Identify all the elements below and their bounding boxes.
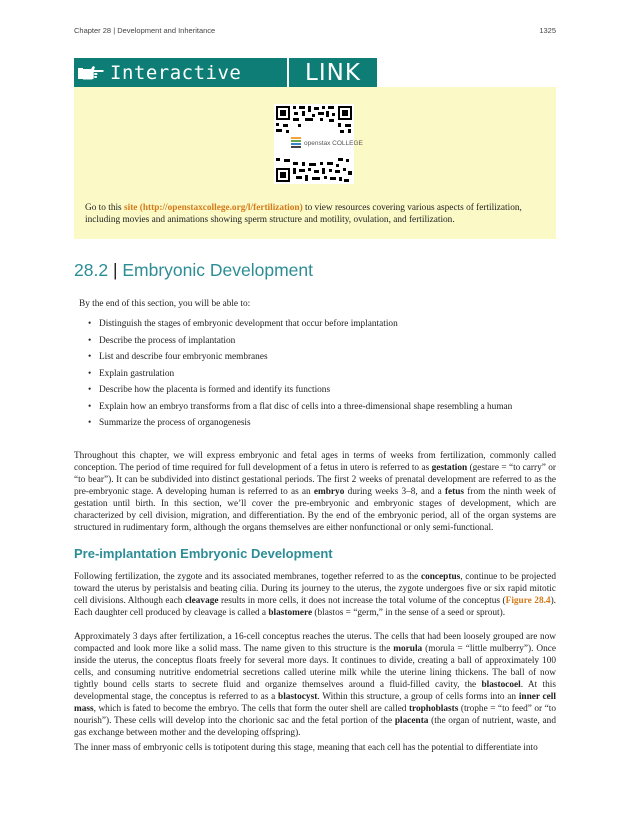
page-number: 1325 bbox=[539, 26, 556, 35]
body-paragraph-morula: Approximately 3 days after fertilization, a 16-cell conceptus reaches the uterus. The cells that had been loosely grouped are now compacted and look more like a solid mass. The name given to this structure is the morula (morula = “little mulberry”). Once inside the uterus, the conceptus floats freely for several more days. It continues to divide, creating a ball of approximately 100 cells, and consuming nutritive endometrial secretions called uterine milk while the uterine lining thickens. The ball of now tightly bound cells starts to secrete fluid and organize themselves around a fluid-filled cavity, the blastocoel. At this developmental stage, the conceptus is referred to as a blastocyst. Within this structure, a group of cells forms into an inner cell mass, which is fated to become the embryo. The cells that form the outer shell are called trophoblasts (trophe = “to feed” or “to nourish”). These cells will develop into the chorionic sac and the fetal portion of the placenta (the organ of nutrient, waste, and gas exchange between mother and the developing offspring). bbox=[74, 632, 556, 738]
list-item: • Describe the process of implantation bbox=[88, 335, 236, 346]
body-paragraph-conceptus: Following fertilization, the zygote and its associated membranes, together referred to as the conceptus, continue to be projected toward the uterus by peristalsis and beating cilia. During its journey to the uterus, the zygote undergoes five or six rapid mitotic cell divisions. Although each cleavage results in more cells, it does not increase the total volume of the conceptus (Figure 28.4). Each daughter cell produced by cleavage is called a blastomere (blastos = “germ,” in the sense of a seed or sprout). bbox=[74, 572, 556, 618]
running-header-chapter: Chapter 28 | Development and Inheritance bbox=[74, 26, 216, 35]
interactive-word: Interactive bbox=[110, 61, 242, 84]
interactive-link-label bbox=[74, 58, 287, 87]
interactive-link-text: Go to this site (http://openstaxcollege.org/l/fertilization) to view resources covering various aspects of fertilization, including movies and animations showing sperm structure and motility, ovulation, and fertilization. bbox=[85, 203, 522, 225]
section-number: 28.2 bbox=[74, 260, 109, 280]
objectives-intro: By the end of this section, you will be able to: bbox=[79, 299, 251, 309]
section-name: Embryonic Development bbox=[122, 260, 313, 280]
subsection-heading: Pre-implantation Embryonic Development bbox=[74, 546, 333, 561]
body-paragraph-gestation: Throughout this chapter, we will express embryonic and fetal ages in terms of weeks from fertilization, commonly called conception. The period of time required for full development of a fetus in utero is referred to as gestation (gestare = “to carry” or “to bear”). It can be subdivided into distinct gestational periods. The first 2 weeks of prenatal development are referred to as the pre-embryonic stage. A developing human is referred to as an embryo during weeks 3–8, and a fetus from the ninth week of gestation until birth. In this section, we’ll cover the pre-embryonic and embryonic stages of development, which are characterized by cell division, migration, and differentiation. By the end of the embryonic period, all of the organ systems are structured in rudimentary form, although the organs themselves are either nonfunctional or only semi-functional. bbox=[74, 451, 557, 533]
fertilization-site-link[interactable]: site (http://openstaxcollege.org/l/fertilization) bbox=[124, 203, 303, 213]
list-item: • Describe how the placenta is formed and identify its functions bbox=[88, 385, 331, 395]
section-title bbox=[74, 260, 313, 281]
objectives-list bbox=[88, 318, 512, 434]
list-item: • Distinguish the stages of embryonic development that occur before implantation bbox=[88, 319, 398, 329]
interactive-link-box bbox=[74, 87, 556, 239]
link-word: LINK bbox=[289, 58, 377, 87]
list-item: • Explain how an embryo transforms from a flat disc of cells into a three-dimensional shape resembling a human bbox=[88, 401, 513, 412]
list-item: • List and describe four embryonic membranes bbox=[88, 352, 268, 362]
section-separator: | bbox=[112, 260, 118, 280]
list-item: • Explain gastrulation bbox=[88, 368, 175, 379]
qr-logo-caption: openstax COLLEGE bbox=[304, 140, 363, 147]
qr-code-image[interactable] bbox=[274, 104, 363, 184]
figure-reference-link[interactable]: Figure 28.4 bbox=[505, 596, 551, 606]
body-paragraph-totipotent: The inner mass of embryonic cells is totipotent during this stage, meaning that each cell has the potential to differentiate into bbox=[74, 743, 538, 753]
pointing-hand-icon bbox=[74, 58, 108, 87]
list-item: • Summarize the process of organogenesis bbox=[88, 418, 251, 428]
interactive-link-banner bbox=[74, 58, 377, 87]
